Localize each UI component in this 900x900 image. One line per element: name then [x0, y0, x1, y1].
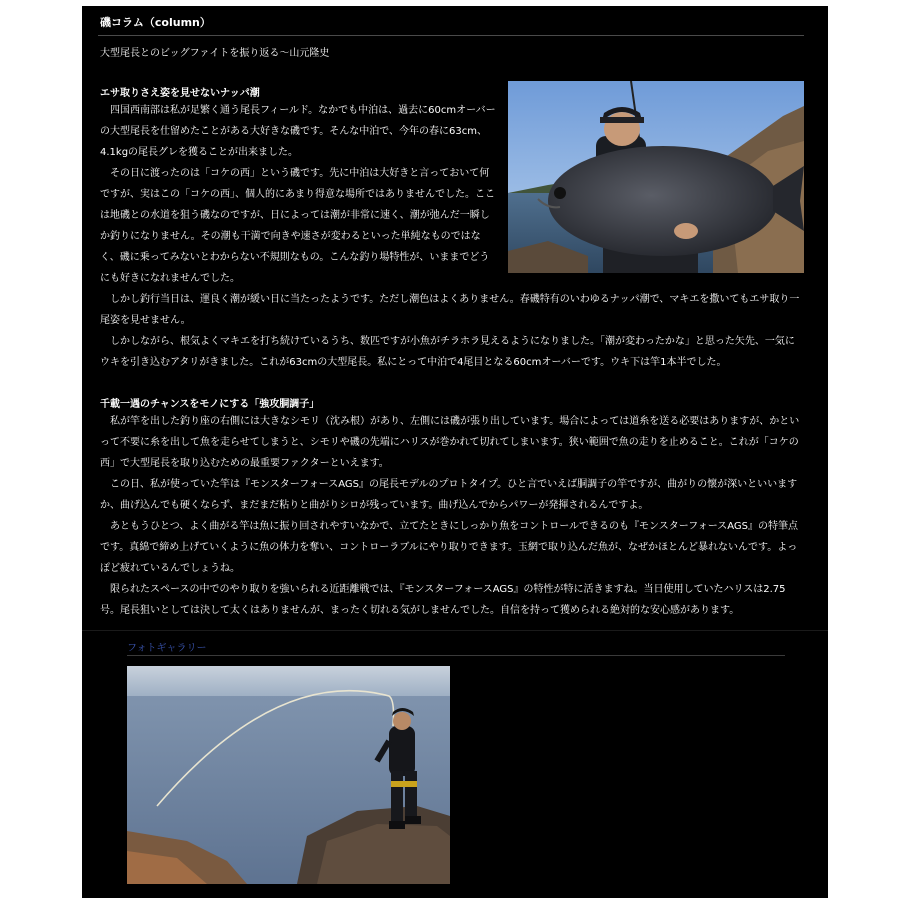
paragraph: しかし釣行当日は、運良く潮が緩い日に当たったようです。ただし潮色はよくありません。春磯特有のいわゆるナッパ潮で、マキエを撒いてもエサ取り一尾姿を見せません。 — [100, 294, 800, 326]
paragraph: その日に渡ったのは「コケの西」という磯です。先に中泊は大好きと言っておいて何ですが、実はこの「コケの西」、個人的にあまり得意な場所ではありませんでした。ここは地磯との水道を狙う磯なのですが、日によっては潮が非常に速く、潮が弛んだ一瞬しか釣りになりません。その潮も干満で向きや速さが変わるといった単純なものではなく、磯に乗ってみないとわからない不規則なもの。こんな釣り場特性が、いままでどうにも好きになれませんでした。 — [100, 168, 495, 284]
gallery-top-divider — [82, 630, 828, 631]
paragraph: 私が竿を出した釣り座の右側には大きなシモリ（沈み根）があり、左側には磯が張り出しています。場合によっては道糸を送る必要はありますが、かといって不要に糸を出して魚を走らせてしまうと、シモリや磯の先端にハリスが巻かれて切れてしまいます。狭い範囲で魚の走りを止めること。これが「コケの西」で大型尾長を取り込むための最重要ファクターといえます。 — [100, 416, 800, 469]
section-heading: エサ取りさえ姿を見せないナッパ潮 — [100, 88, 260, 99]
gallery-divider — [127, 655, 785, 656]
paragraph: この日、私が使っていた竿は『モンスターフォースAGS』の尾長モデルのプロトタイプ。ひと言でいえば胴調子の竿ですが、曲がりの懐が深いといいますか、曲げ込んでも硬くならず、まだまだ粘りと曲がりシロが残っています。曲げ込んでからパワーが発揮されるんですよ。 — [100, 479, 798, 511]
column-title: 磯コラム（column） — [100, 16, 211, 29]
paragraph: 四国西南部は私が足繁く通う尾長フィールド。なかでも中泊は、過去に60cmオーバーの大型尾長を仕留めたことがある大好きな磯です。そんな中泊で、今年の春に63cm、4.1kgの尾長グレを獲ることが出来ました。 — [100, 105, 496, 158]
header-divider — [98, 35, 804, 36]
paragraph: あともうひとつ、よく曲がる竿は魚に振り回されやすいなかで、立てたときにしっかり魚をコントロールできるのも『モンスターフォースAGS』の特筆点です。真綿で締め上げていくように魚の体力を奪い、コントローラブルにやり取りできます。玉網で取り込んだ魚が、なぜかほとんど暴れないんです。よっぽど疲れているんでしょうね。 — [100, 521, 798, 574]
angler-with-fish-photo — [508, 81, 804, 273]
paragraph: 限られたスペースの中でのやり取りを強いられる近距離戦では、『モンスターフォースAGS』の特性が特に活きますね。当日使用していたハリスは2.75号。尾長狙いとしては決して太くはありませんが、まったく切れる気がしませんでした。自信を持って獲められる絶対的な安心感があります。 — [100, 584, 786, 616]
section-heading: 千載一遇のチャンスをモノにする「強攻胴調子」 — [100, 399, 320, 410]
column-subtitle: 大型尾長とのビッグファイトを振り返る〜山元隆史 — [100, 48, 330, 59]
column-panel — [82, 6, 828, 898]
paragraph: しかしながら、根気よくマキエを打ち続けているうち、数匹ですが小魚がチラホラ見えるようになりました。「潮が変わったかな」と思った矢先、一気にウキを引き込むアタリがきました。これが63cmの大型尾長。私にとって中泊で4尾目となる60cmオーバーです。ウキ下は竿1本半でした。 — [100, 336, 795, 368]
gallery-title: フォトギャラリー — [127, 643, 207, 654]
angler-casting-photo — [127, 666, 450, 884]
